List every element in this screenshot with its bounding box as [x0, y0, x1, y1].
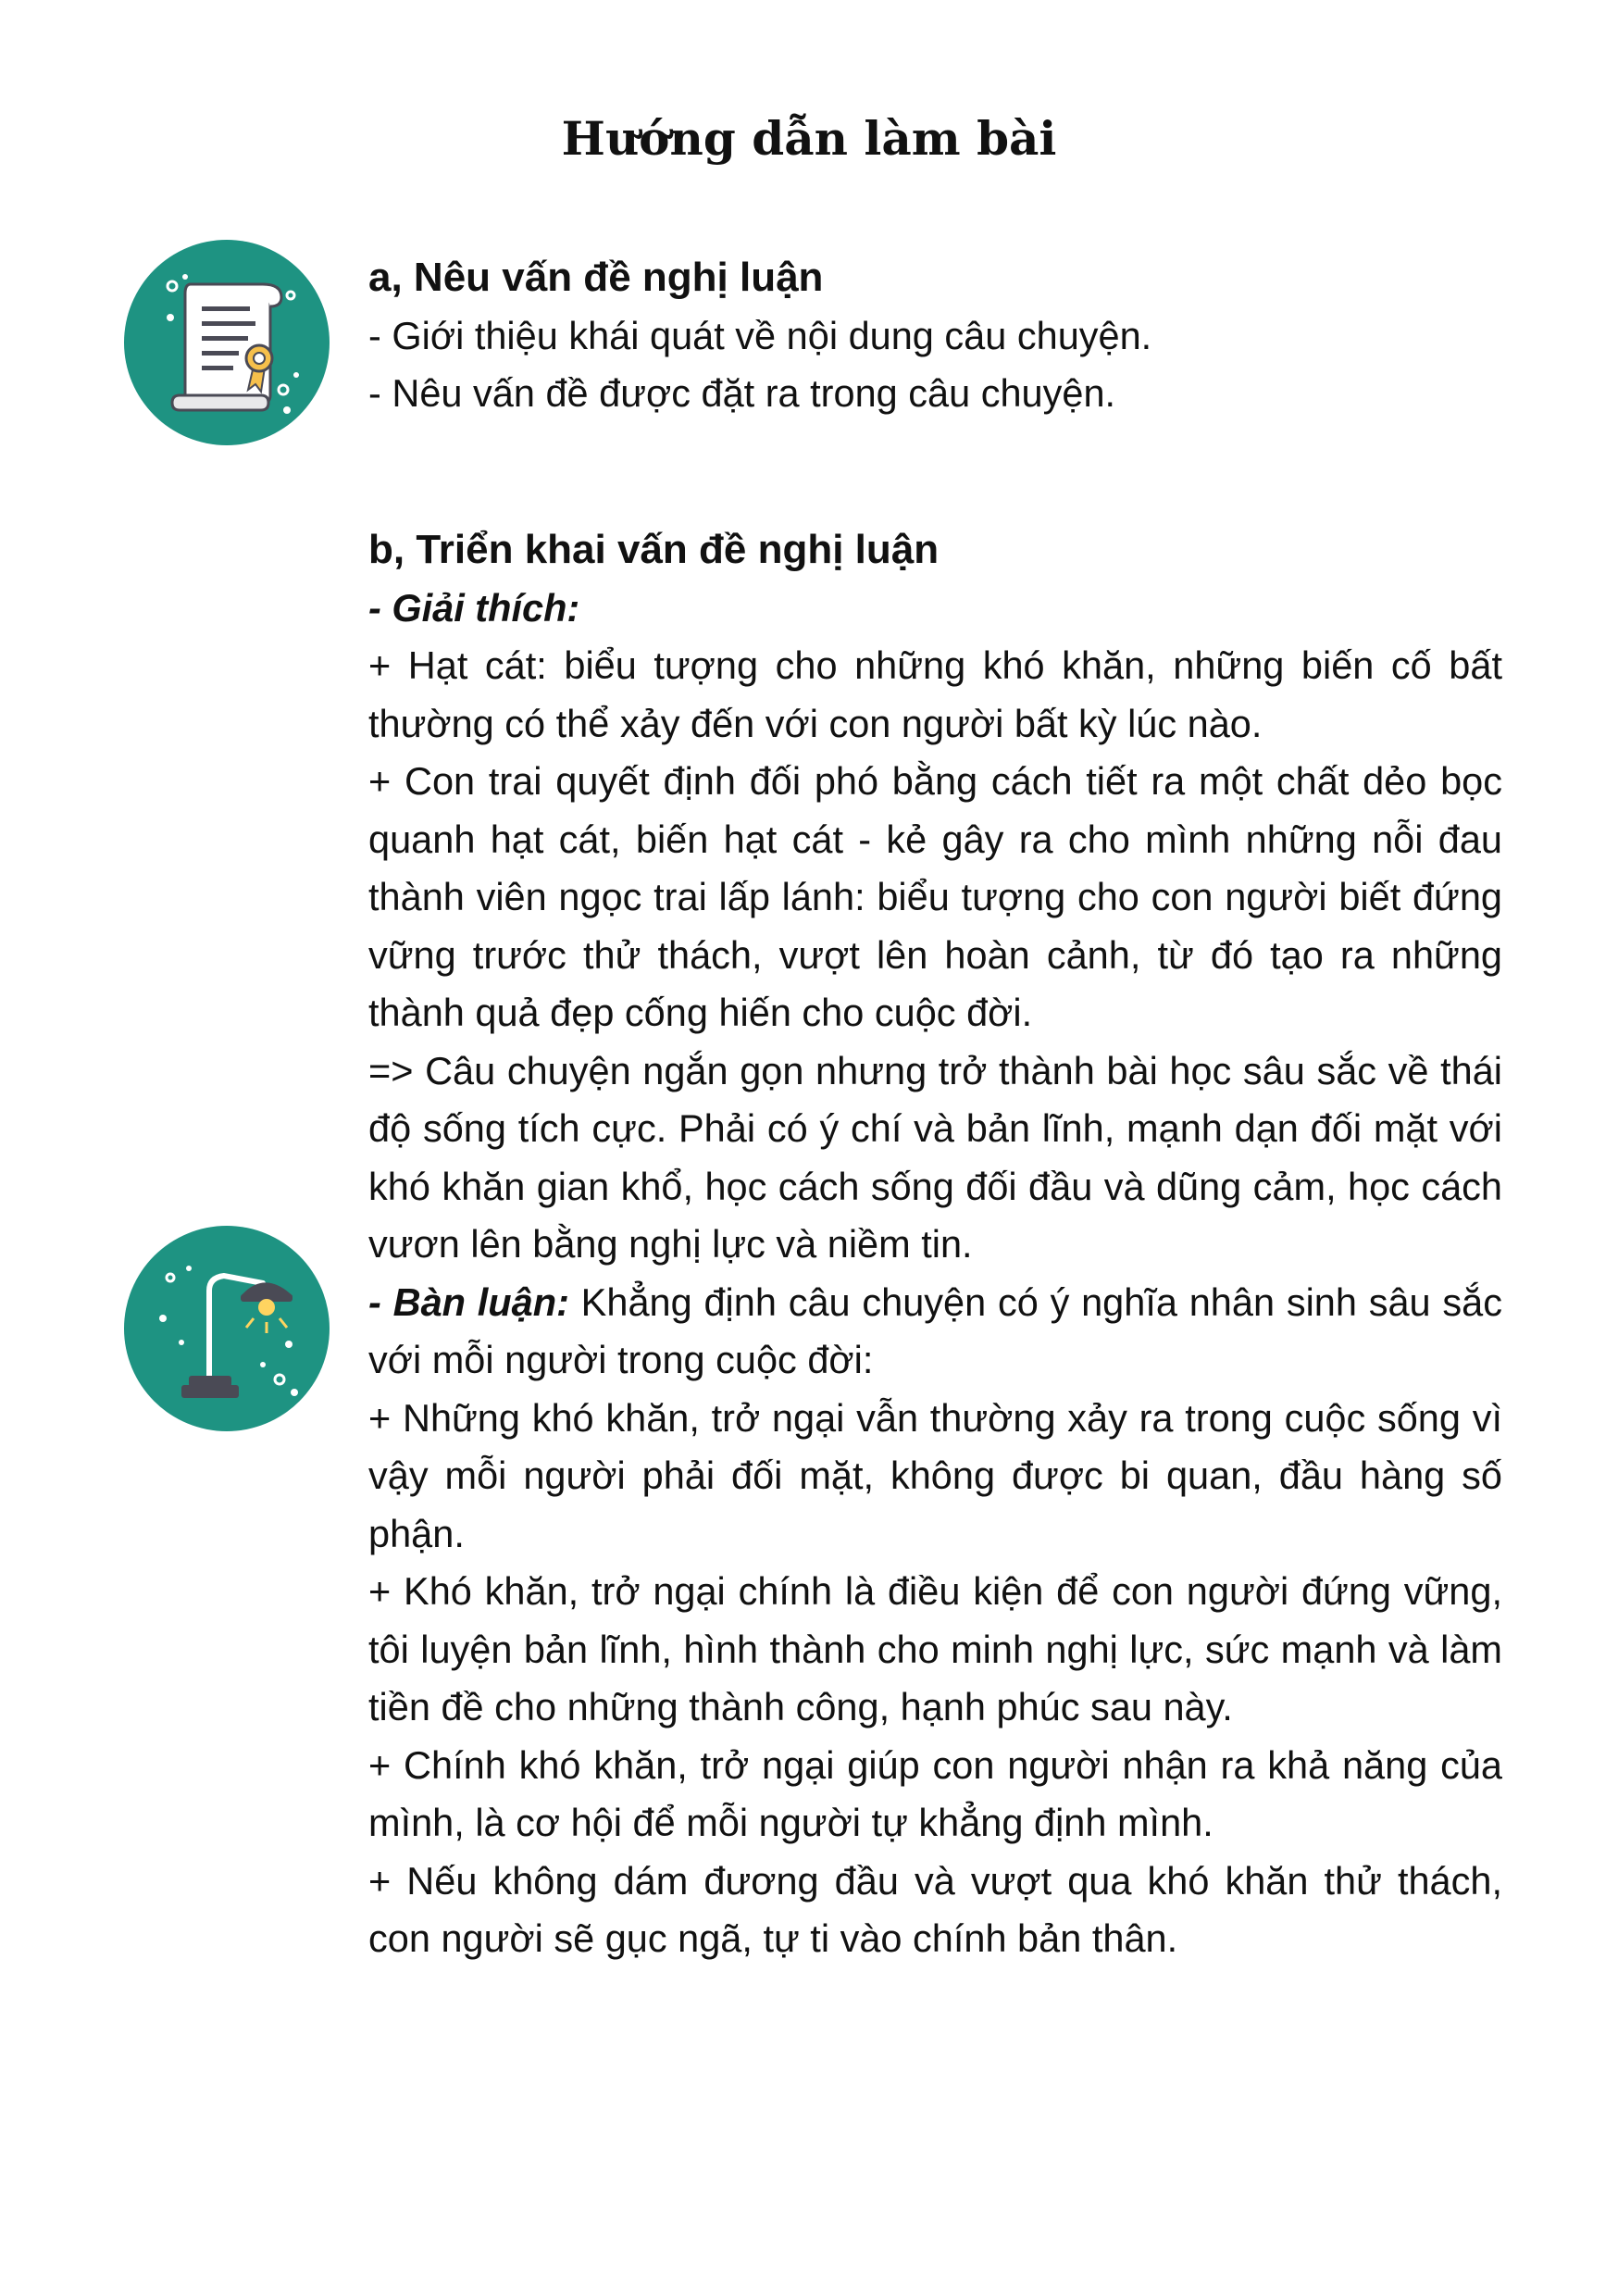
giai-thich-paragraph: + Con trai quyết định đối phó bằng cách tiết ra một chất dẻo bọc quanh hạt cát, biến hạt cát - kẻ gây ra cho mình những nỗi đau thành viên ngọc trai lấp lánh: biểu tượng cho con người biết đứng vững trước thử thách, vượt lên hoàn cảnh, từ đó tạo ra những thành quả đẹp cống hiến cho cuộc đời.	[368, 759, 1502, 1034]
section-a	[368, 249, 1502, 423]
section-a-line: - Nêu vấn đề được đặt ra trong câu chuyện.	[368, 371, 1116, 415]
section-b	[368, 521, 1502, 1968]
ban-luan-paragraph: + Nếu không dám đương đầu và vượt qua khó khăn thử thách, con người sẽ gục ngã, tự ti vào chính bản thân.	[368, 1858, 1502, 1960]
ban-luan-paragraph: + Những khó khăn, trở ngại vẫn thường xảy ra trong cuộc sống vì vậy mỗi người phải đối mặt, không được bi quan, đầu hàng số phận.	[368, 1395, 1502, 1555]
giai-thich-paragraph: => Câu chuyện ngắn gọn nhưng trở thành bài học sâu sắc về thái độ sống tích cực. Phải có ý chí và bản lĩnh, mạnh dạn đối mặt với khó khăn gian khổ, học cách sống đối đầu và dũng cảm, học cách vươn lên bằng nghị lực và niềm tin.	[368, 1048, 1502, 1266]
giai-thich-label: - Giải thích:	[368, 585, 580, 630]
giai-thich-paragraph: + Hạt cát: biểu tượng cho những khó khăn, những biến cố bất thường có thể xảy đến với con người bất kỳ lúc nào.	[368, 643, 1502, 745]
ban-luan-paragraph: + Khó khăn, trở ngại chính là điều kiện để con người đứng vững, tôi luyện bản lĩnh, hình thành cho minh nghị lực, sức mạnh và làm tiền đề cho những thành công, hạnh phúc sau này.	[368, 1569, 1502, 1728]
section-a-heading: a, Nêu vấn đề nghị luận	[368, 255, 824, 300]
ban-luan-paragraph: + Chính khó khăn, trở ngại giúp con người nhận ra khả năng của mình, là cơ hội để mỗi người tự khẳng định mình.	[368, 1742, 1502, 1844]
ban-luan-intro-paragraph	[368, 1274, 1502, 1390]
ban-luan-label: - Bàn luận:	[368, 1279, 569, 1324]
lamp-icon	[124, 1226, 330, 1431]
section-a-line: - Giới thiệu khái quát về nội dung câu chuyện.	[368, 313, 1152, 357]
page-title: Hướng dẫn làm bài	[561, 111, 1057, 166]
document-certificate-icon	[124, 240, 330, 445]
ban-luan-intro: Khẳng định câu chuyện có ý nghĩa nhân sinh sâu sắc với mỗi người trong cuộc đời:	[368, 1279, 1502, 1381]
section-b-heading: b, Triển khai vấn đề nghị luận	[368, 527, 940, 572]
